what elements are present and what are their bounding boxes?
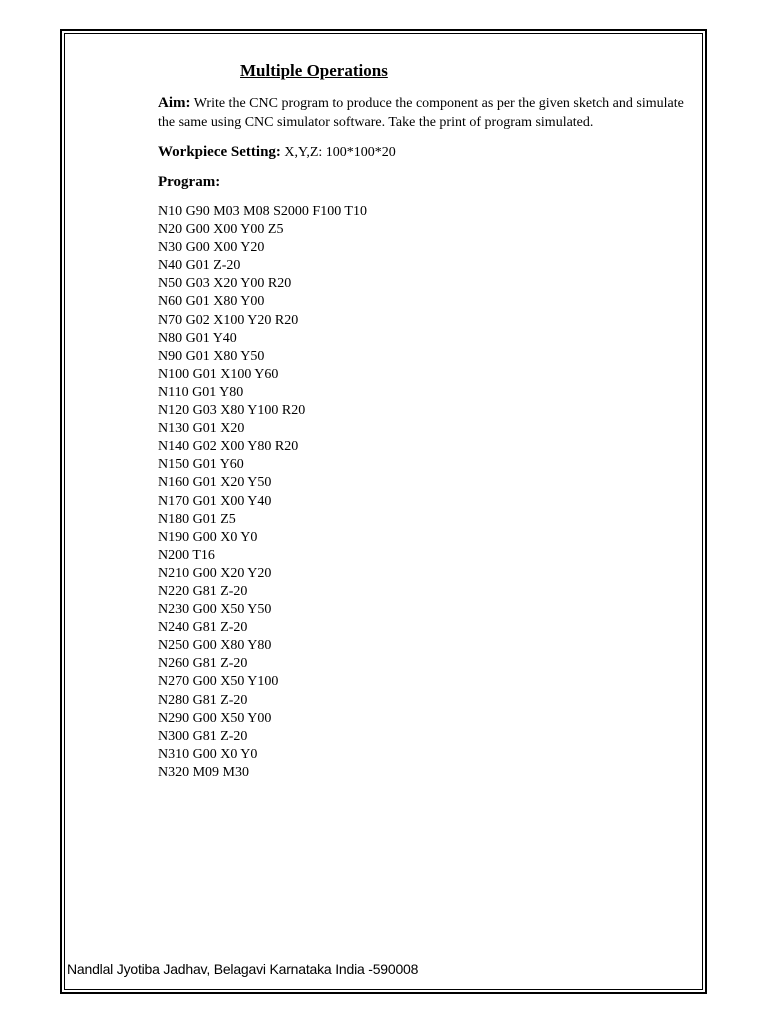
program-line: N80 G01 Y40	[158, 330, 237, 346]
document-title: Multiple Operations	[240, 61, 388, 80]
program-line: N170 G01 X00 Y40	[158, 493, 272, 509]
program-line: N10 G90 M03 M08 S2000 F100 T10	[158, 204, 367, 219]
program-listing	[158, 203, 367, 782]
program-line: N180 G01 Z5	[158, 511, 236, 527]
aim-label: Aim:	[158, 95, 191, 111]
program-line: N110 G01 Y80	[158, 384, 244, 400]
program-line: N60 G01 X80 Y00	[158, 294, 265, 310]
aim-text: Write the CNC program to produce the component as per the given sketch and simulate the same using CNC simulator software. Take the print of program simulated.	[158, 96, 684, 130]
program-heading: Program:	[158, 174, 221, 190]
program-line: N140 G02 X00 Y80 R20	[158, 439, 299, 455]
program-line: N250 G00 X80 Y80	[158, 638, 272, 654]
program-line: N200 T16	[158, 547, 215, 563]
program-line: N150 G01 Y60	[158, 457, 244, 473]
program-line: N90 G01 X80 Y50	[158, 348, 265, 364]
program-line: N290 G00 X50 Y00	[158, 710, 272, 726]
program-line: N270 G00 X50 Y100	[158, 674, 279, 690]
program-line: N320 M09 M30	[158, 764, 250, 780]
program-line: N240 G81 Z-20	[158, 620, 248, 636]
workpiece-value: X,Y,Z: 100*100*20	[280, 145, 396, 160]
program-line: N120 G03 X80 Y100 R20	[158, 403, 306, 419]
program-line: N160 G01 X20 Y50	[158, 475, 272, 491]
program-line: N310 G00 X0 Y0	[158, 746, 258, 762]
workpiece-label: Workpiece Setting:	[158, 144, 281, 160]
program-line: N260 G81 Z-20	[158, 656, 248, 672]
program-line: N190 G00 X0 Y0	[158, 529, 258, 545]
program-line: N210 G00 X20 Y20	[158, 565, 272, 581]
program-line: N300 G81 Z-20	[158, 728, 248, 744]
program-line: N20 G00 X00 Y00 Z5	[158, 222, 284, 238]
program-line: N100 G01 X100 Y60	[158, 366, 279, 382]
aim-paragraph	[158, 94, 698, 132]
footer-address: Nandlal Jyotiba Jadhav, Belagavi Karnataka India -590008	[67, 961, 419, 977]
program-line: N50 G03 X20 Y00 R20	[158, 276, 292, 292]
program-line: N30 G00 X00 Y20	[158, 240, 265, 256]
program-line: N70 G02 X100 Y20 R20	[158, 312, 299, 328]
workpiece-setting	[158, 144, 396, 161]
program-line: N230 G00 X50 Y50	[158, 602, 272, 618]
program-line: N130 G01 X20	[158, 421, 245, 437]
program-line: N220 G81 Z-20	[158, 583, 248, 599]
program-line: N40 G01 Z-20	[158, 258, 241, 274]
program-line: N280 G81 Z-20	[158, 692, 248, 708]
